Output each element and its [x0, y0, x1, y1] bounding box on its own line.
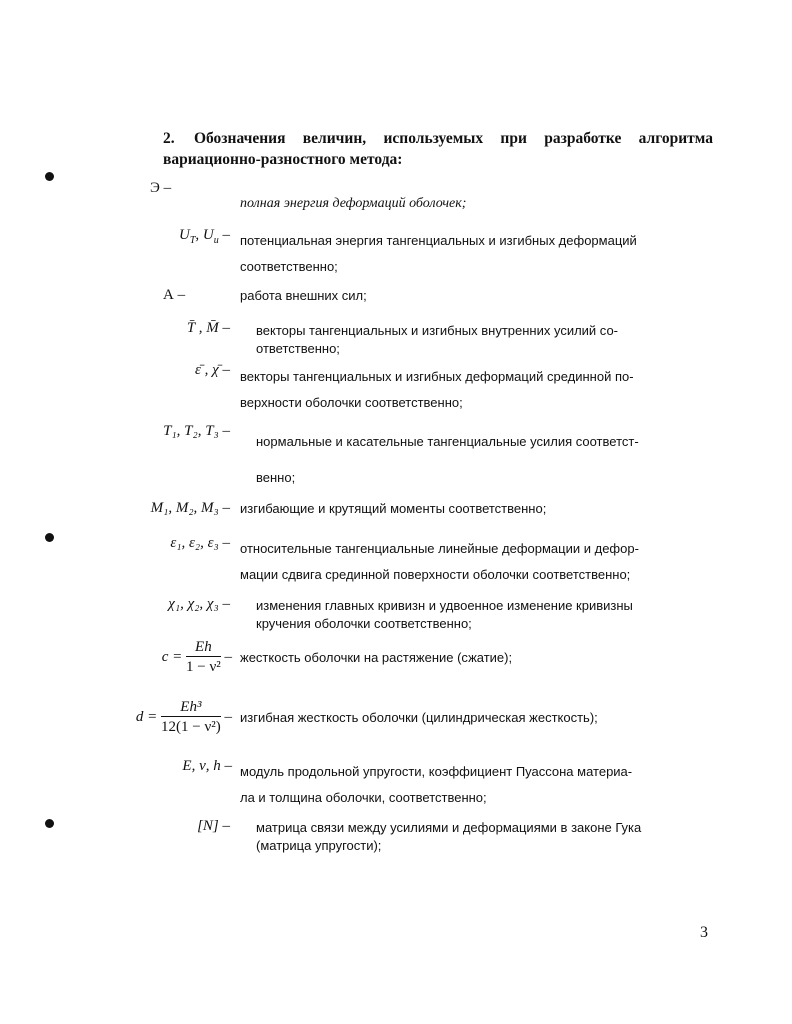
page-number: 3 — [700, 924, 708, 941]
symbol-tangential-forces: T₁, T₂, T₃ – — [163, 423, 230, 439]
description-moments: изгибающие и крутящий моменты соответственно; — [240, 501, 547, 516]
symbol-curvature-changes: χ₁, χ₂, χ₃ – — [168, 596, 230, 612]
description-tangential-forces: нормальные и касательные тангенциальные усилия соответст- венно; — [256, 434, 639, 485]
description-material-params: модуль продольной упругости, коэффициент Пуассона материа- ла и толщина оболочки, соответственно; — [240, 764, 633, 805]
punch-hole-top — [45, 172, 54, 181]
description-energy: полная энергия деформаций оболочек; — [240, 196, 467, 211]
section-heading — [163, 128, 713, 170]
punch-hole-bottom — [45, 819, 54, 828]
symbol-work: А – — [163, 287, 186, 303]
description-linear-strains: относительные тангенциальные линейные деформации и дефор- мации сдвига срединной поверхности оболочки соответственно; — [240, 541, 639, 582]
symbol-moments: M₁, M₂, M₃ – — [150, 500, 230, 516]
description-elasticity-matrix: матрица связи между усилиями и деформациями в законе Гука (матрица упругости); — [256, 820, 642, 853]
symbol-force-vectors: T̄ , M̄ – — [186, 320, 230, 336]
formula-tensile-stiffness: c = $\frac{Eh}{\text{1 − ν²}}$ – — [161, 639, 232, 675]
section-title: Обозначения величин, используемых при разработке алгоритма вариационно-разностного метода: — [163, 130, 713, 168]
description-work: работа внешних сил; — [240, 288, 367, 303]
symbol-material-params: E, ν, h – — [182, 758, 232, 774]
symbol-strain-vectors: ε̄ , χ̄ – — [194, 362, 230, 378]
symbol-potential-energy: $U_T$, $U_и$ – — [179, 227, 230, 246]
description-potential-energy: потенциальная энергия тангенциальных и изгибных деформаций соответственно; — [240, 233, 637, 274]
symbol-elasticity-matrix: [N] – — [197, 818, 230, 834]
symbol-linear-strains: ε₁, ε₂, ε₃ – — [170, 535, 230, 551]
description-strain-vectors: векторы тангенциальных и изгибных деформаций срединной по- верхности оболочки соответственно; — [240, 369, 634, 410]
description-curvature-changes: изменения главных кривизн и удвоенное изменение кривизны кручения оболочки соответственно; — [256, 598, 633, 631]
description-tensile-stiffness: жесткость оболочки на растяжение (сжатие); — [240, 650, 513, 665]
fraction-tensile-stiffness: $\frac{Eh}{\text{1 − ν²}}$ — [186, 639, 221, 675]
formula-bending-stiffness: d = $\frac{\text{Eh³}}{\text{12(1 − ν²)}}$ – — [135, 699, 232, 735]
section-number: 2. — [163, 130, 175, 147]
fraction-bending-stiffness: $\frac{\text{Eh³}}{\text{12(1 − ν²)}}$ — [161, 699, 221, 735]
symbol-energy: Э – — [150, 180, 172, 196]
punch-hole-middle — [45, 533, 54, 542]
description-force-vectors: векторы тангенциальных и изгибных внутренних усилий со- ответственно; — [256, 323, 619, 356]
description-bending-stiffness: изгибная жесткость оболочки (цилиндрическая жесткость); — [240, 710, 598, 725]
